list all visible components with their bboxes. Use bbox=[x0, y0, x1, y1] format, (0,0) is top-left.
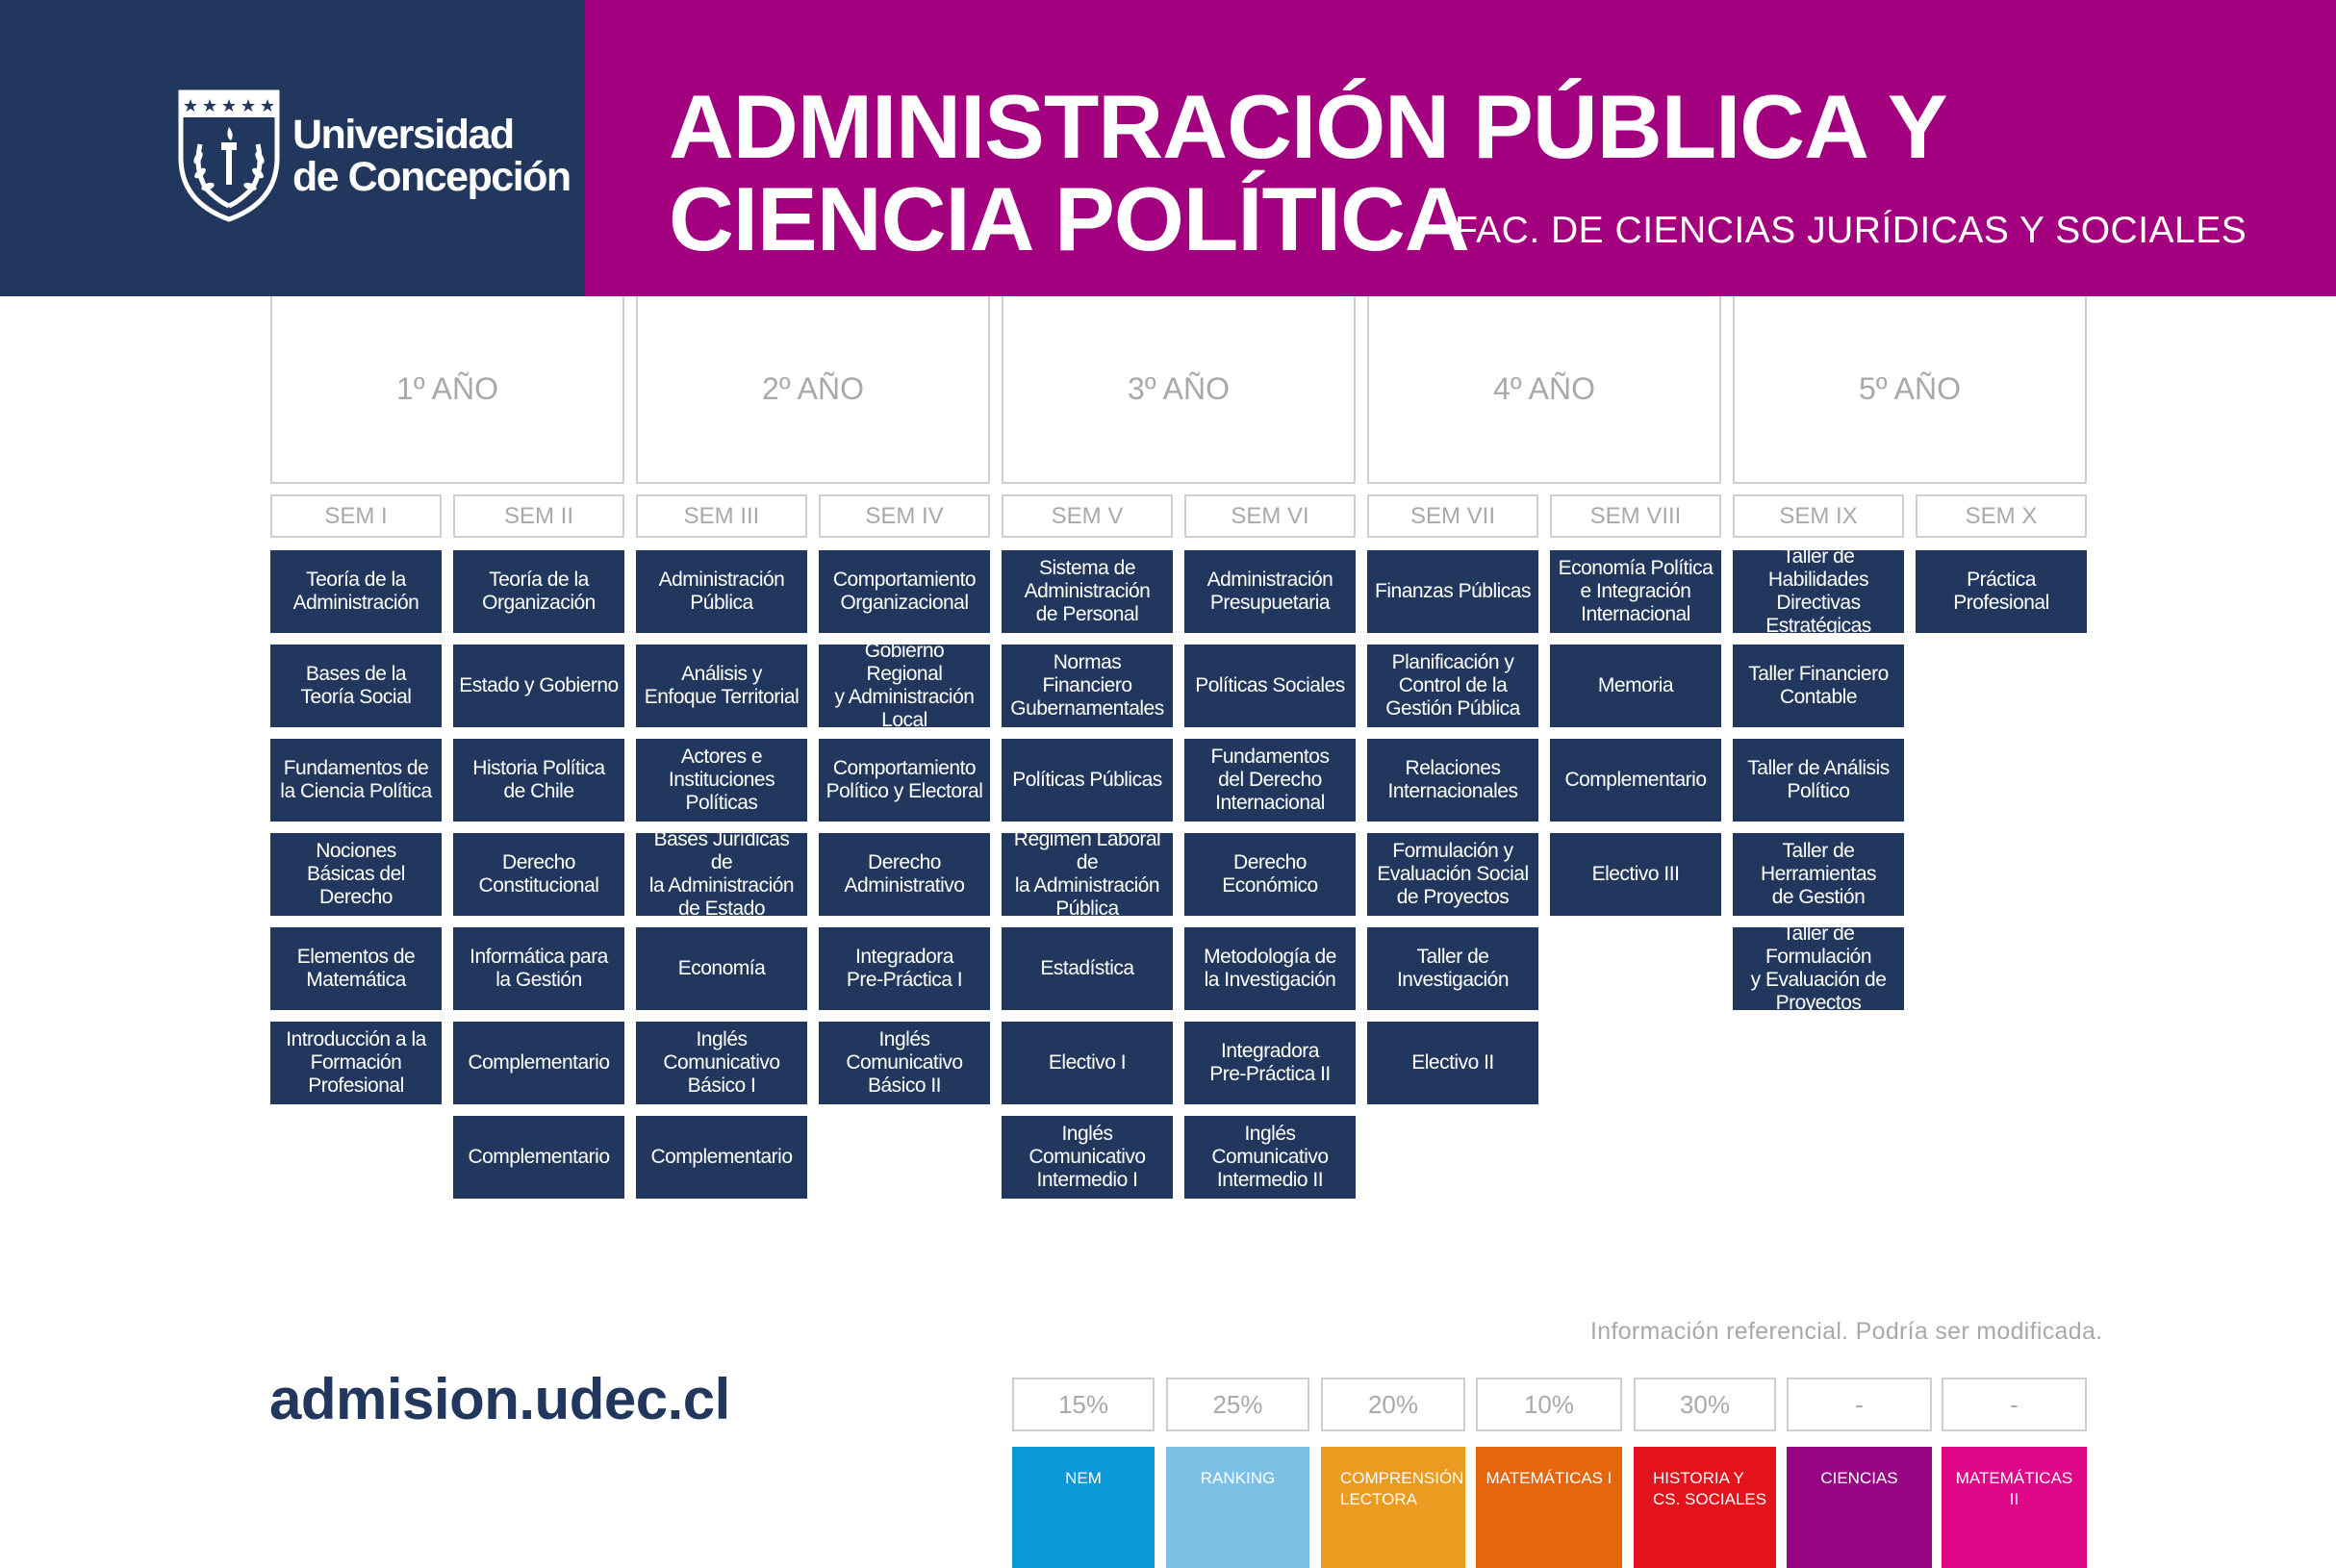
course-cell: Análisis y Enfoque Territorial bbox=[636, 645, 807, 727]
university-shield-icon bbox=[177, 89, 281, 223]
course-cell: Estado y Gobierno bbox=[453, 645, 624, 727]
semester-header: SEM I bbox=[270, 494, 442, 538]
course-cell: Comportamiento Político y Electoral bbox=[819, 739, 990, 822]
course-cell: Normas Financiero Gubernamentales bbox=[1002, 645, 1173, 727]
course-cell: Informática para la Gestión bbox=[453, 927, 624, 1010]
course-cell: Taller de Herramientas de Gestión bbox=[1733, 833, 1904, 916]
university-name bbox=[292, 114, 571, 198]
semester-header: SEM II bbox=[453, 494, 624, 538]
weight-percentage: 30% bbox=[1634, 1378, 1776, 1431]
weight-percentage: 25% bbox=[1166, 1378, 1309, 1431]
weight-factor: COMPRENSIÓN LECTORA bbox=[1321, 1447, 1465, 1568]
weight-percentage: 15% bbox=[1012, 1378, 1155, 1431]
course-cell: Memoria bbox=[1550, 645, 1721, 727]
course-cell: Nociones Básicas del Derecho bbox=[270, 833, 442, 916]
course-cell: Administración Presupuetaria bbox=[1184, 550, 1356, 633]
course-cell: Integradora Pre-Práctica I bbox=[819, 927, 990, 1010]
weight-factor: MATEMÁTICAS II bbox=[1942, 1447, 2087, 1568]
course-cell: Electivo I bbox=[1002, 1022, 1173, 1104]
course-cell: Teoría de la Administración bbox=[270, 550, 442, 633]
header-logo-panel bbox=[0, 0, 585, 296]
course-cell: Complementario bbox=[636, 1116, 807, 1199]
weight-factor: RANKING bbox=[1166, 1447, 1309, 1568]
course-cell: Taller de Habilidades Directivas Estratégicas bbox=[1733, 550, 1904, 633]
course-cell: Introducción a la Formación Profesional bbox=[270, 1022, 442, 1104]
weight-factor: HISTORIA Y CS. SOCIALES bbox=[1634, 1447, 1776, 1568]
course-cell: Inglés Comunicativo Intermedio II bbox=[1184, 1116, 1356, 1199]
course-cell: Bases Jurídicas de la Administración de Estado bbox=[636, 833, 807, 916]
admission-website-link[interactable]: admision.udec.cl bbox=[269, 1367, 730, 1431]
course-cell: Taller Financiero Contable bbox=[1733, 645, 1904, 727]
course-cell: Derecho Administrativo bbox=[819, 833, 990, 916]
course-cell: Metodología de la Investigación bbox=[1184, 927, 1356, 1010]
course-cell: Taller de Investigación bbox=[1367, 927, 1538, 1010]
university-name-line2: de Concepción bbox=[292, 154, 571, 200]
semester-header: SEM VII bbox=[1367, 494, 1538, 538]
course-cell: Integradora Pre-Práctica II bbox=[1184, 1022, 1356, 1104]
semester-header: SEM IV bbox=[819, 494, 990, 538]
disclaimer-note: Información referencial. Podría ser modificada. bbox=[1590, 1318, 2103, 1345]
course-cell: Elementos de Matemática bbox=[270, 927, 442, 1010]
course-cell: Planificación y Control de la Gestión Pública bbox=[1367, 645, 1538, 727]
course-cell: Régimen Laboral de la Administración Pública bbox=[1002, 833, 1173, 916]
course-cell: Inglés Comunicativo Básico I bbox=[636, 1022, 807, 1104]
course-cell: Fundamentos de la Ciencia Política bbox=[270, 739, 442, 822]
year-header: 3º AÑO bbox=[1002, 296, 1356, 484]
weight-factor: NEM bbox=[1012, 1447, 1155, 1568]
course-cell: Formulación y Evaluación Social de Proyectos bbox=[1367, 833, 1538, 916]
weight-factor: MATEMÁTICAS I bbox=[1476, 1447, 1622, 1568]
course-cell: Fundamentos del Derecho Internacional bbox=[1184, 739, 1356, 822]
semester-header: SEM VI bbox=[1184, 494, 1356, 538]
course-cell: Bases de la Teoría Social bbox=[270, 645, 442, 727]
course-cell: Finanzas Públicas bbox=[1367, 550, 1538, 633]
course-cell: Actores e Instituciones Políticas bbox=[636, 739, 807, 822]
semester-header: SEM X bbox=[1916, 494, 2087, 538]
course-cell: Teoría de la Organización bbox=[453, 550, 624, 633]
course-cell: Relaciones Internacionales bbox=[1367, 739, 1538, 822]
course-cell: Electivo III bbox=[1550, 833, 1721, 916]
program-title-line2: CIENCIA POLÍTICA bbox=[669, 168, 1469, 269]
course-cell: Historia Política de Chile bbox=[453, 739, 624, 822]
year-header: 4º AÑO bbox=[1367, 296, 1721, 484]
course-cell: Estadística bbox=[1002, 927, 1173, 1010]
course-cell: Complementario bbox=[453, 1116, 624, 1199]
course-cell: Complementario bbox=[1550, 739, 1721, 822]
course-cell: Inglés Comunicativo Intermedio I bbox=[1002, 1116, 1173, 1199]
semester-header: SEM VIII bbox=[1550, 494, 1721, 538]
course-cell: Inglés Comunicativo Básico II bbox=[819, 1022, 990, 1104]
year-header: 1º AÑO bbox=[270, 296, 624, 484]
year-header: 2º AÑO bbox=[636, 296, 990, 484]
course-cell: Complementario bbox=[453, 1022, 624, 1104]
course-cell: Administración Pública bbox=[636, 550, 807, 633]
university-name-line1: Universidad bbox=[292, 112, 514, 158]
university-logo[interactable] bbox=[177, 89, 571, 223]
course-cell: Gobierno Regional y Administración Local bbox=[819, 645, 990, 727]
course-cell: Electivo II bbox=[1367, 1022, 1538, 1104]
course-cell: Derecho Económico bbox=[1184, 833, 1356, 916]
weight-percentage: 10% bbox=[1476, 1378, 1622, 1431]
course-cell: Práctica Profesional bbox=[1916, 550, 2087, 633]
course-cell: Comportamiento Organizacional bbox=[819, 550, 990, 633]
course-cell: Derecho Constitucional bbox=[453, 833, 624, 916]
program-title-line1: ADMINISTRACIÓN PÚBLICA Y bbox=[669, 76, 1947, 177]
course-cell: Políticas Públicas bbox=[1002, 739, 1173, 822]
year-header: 5º AÑO bbox=[1733, 296, 2087, 484]
weight-percentage: - bbox=[1942, 1378, 2087, 1431]
semester-header: SEM III bbox=[636, 494, 807, 538]
weight-percentage: 20% bbox=[1321, 1378, 1465, 1431]
weight-percentage: - bbox=[1787, 1378, 1932, 1431]
course-cell: Economía Política e Integración Internacional bbox=[1550, 550, 1721, 633]
course-cell: Taller de Análisis Político bbox=[1733, 739, 1904, 822]
semester-header: SEM IX bbox=[1733, 494, 1904, 538]
weight-factor: CIENCIAS bbox=[1787, 1447, 1932, 1568]
course-cell: Políticas Sociales bbox=[1184, 645, 1356, 727]
course-cell: Sistema de Administración de Personal bbox=[1002, 550, 1173, 633]
faculty-name: FAC. DE CIENCIAS JURÍDICAS Y SOCIALES bbox=[1455, 210, 2247, 251]
course-cell: Economía bbox=[636, 927, 807, 1010]
course-cell: Taller de Formulación y Evaluación de Proyectos bbox=[1733, 927, 1904, 1010]
semester-header: SEM V bbox=[1002, 494, 1173, 538]
